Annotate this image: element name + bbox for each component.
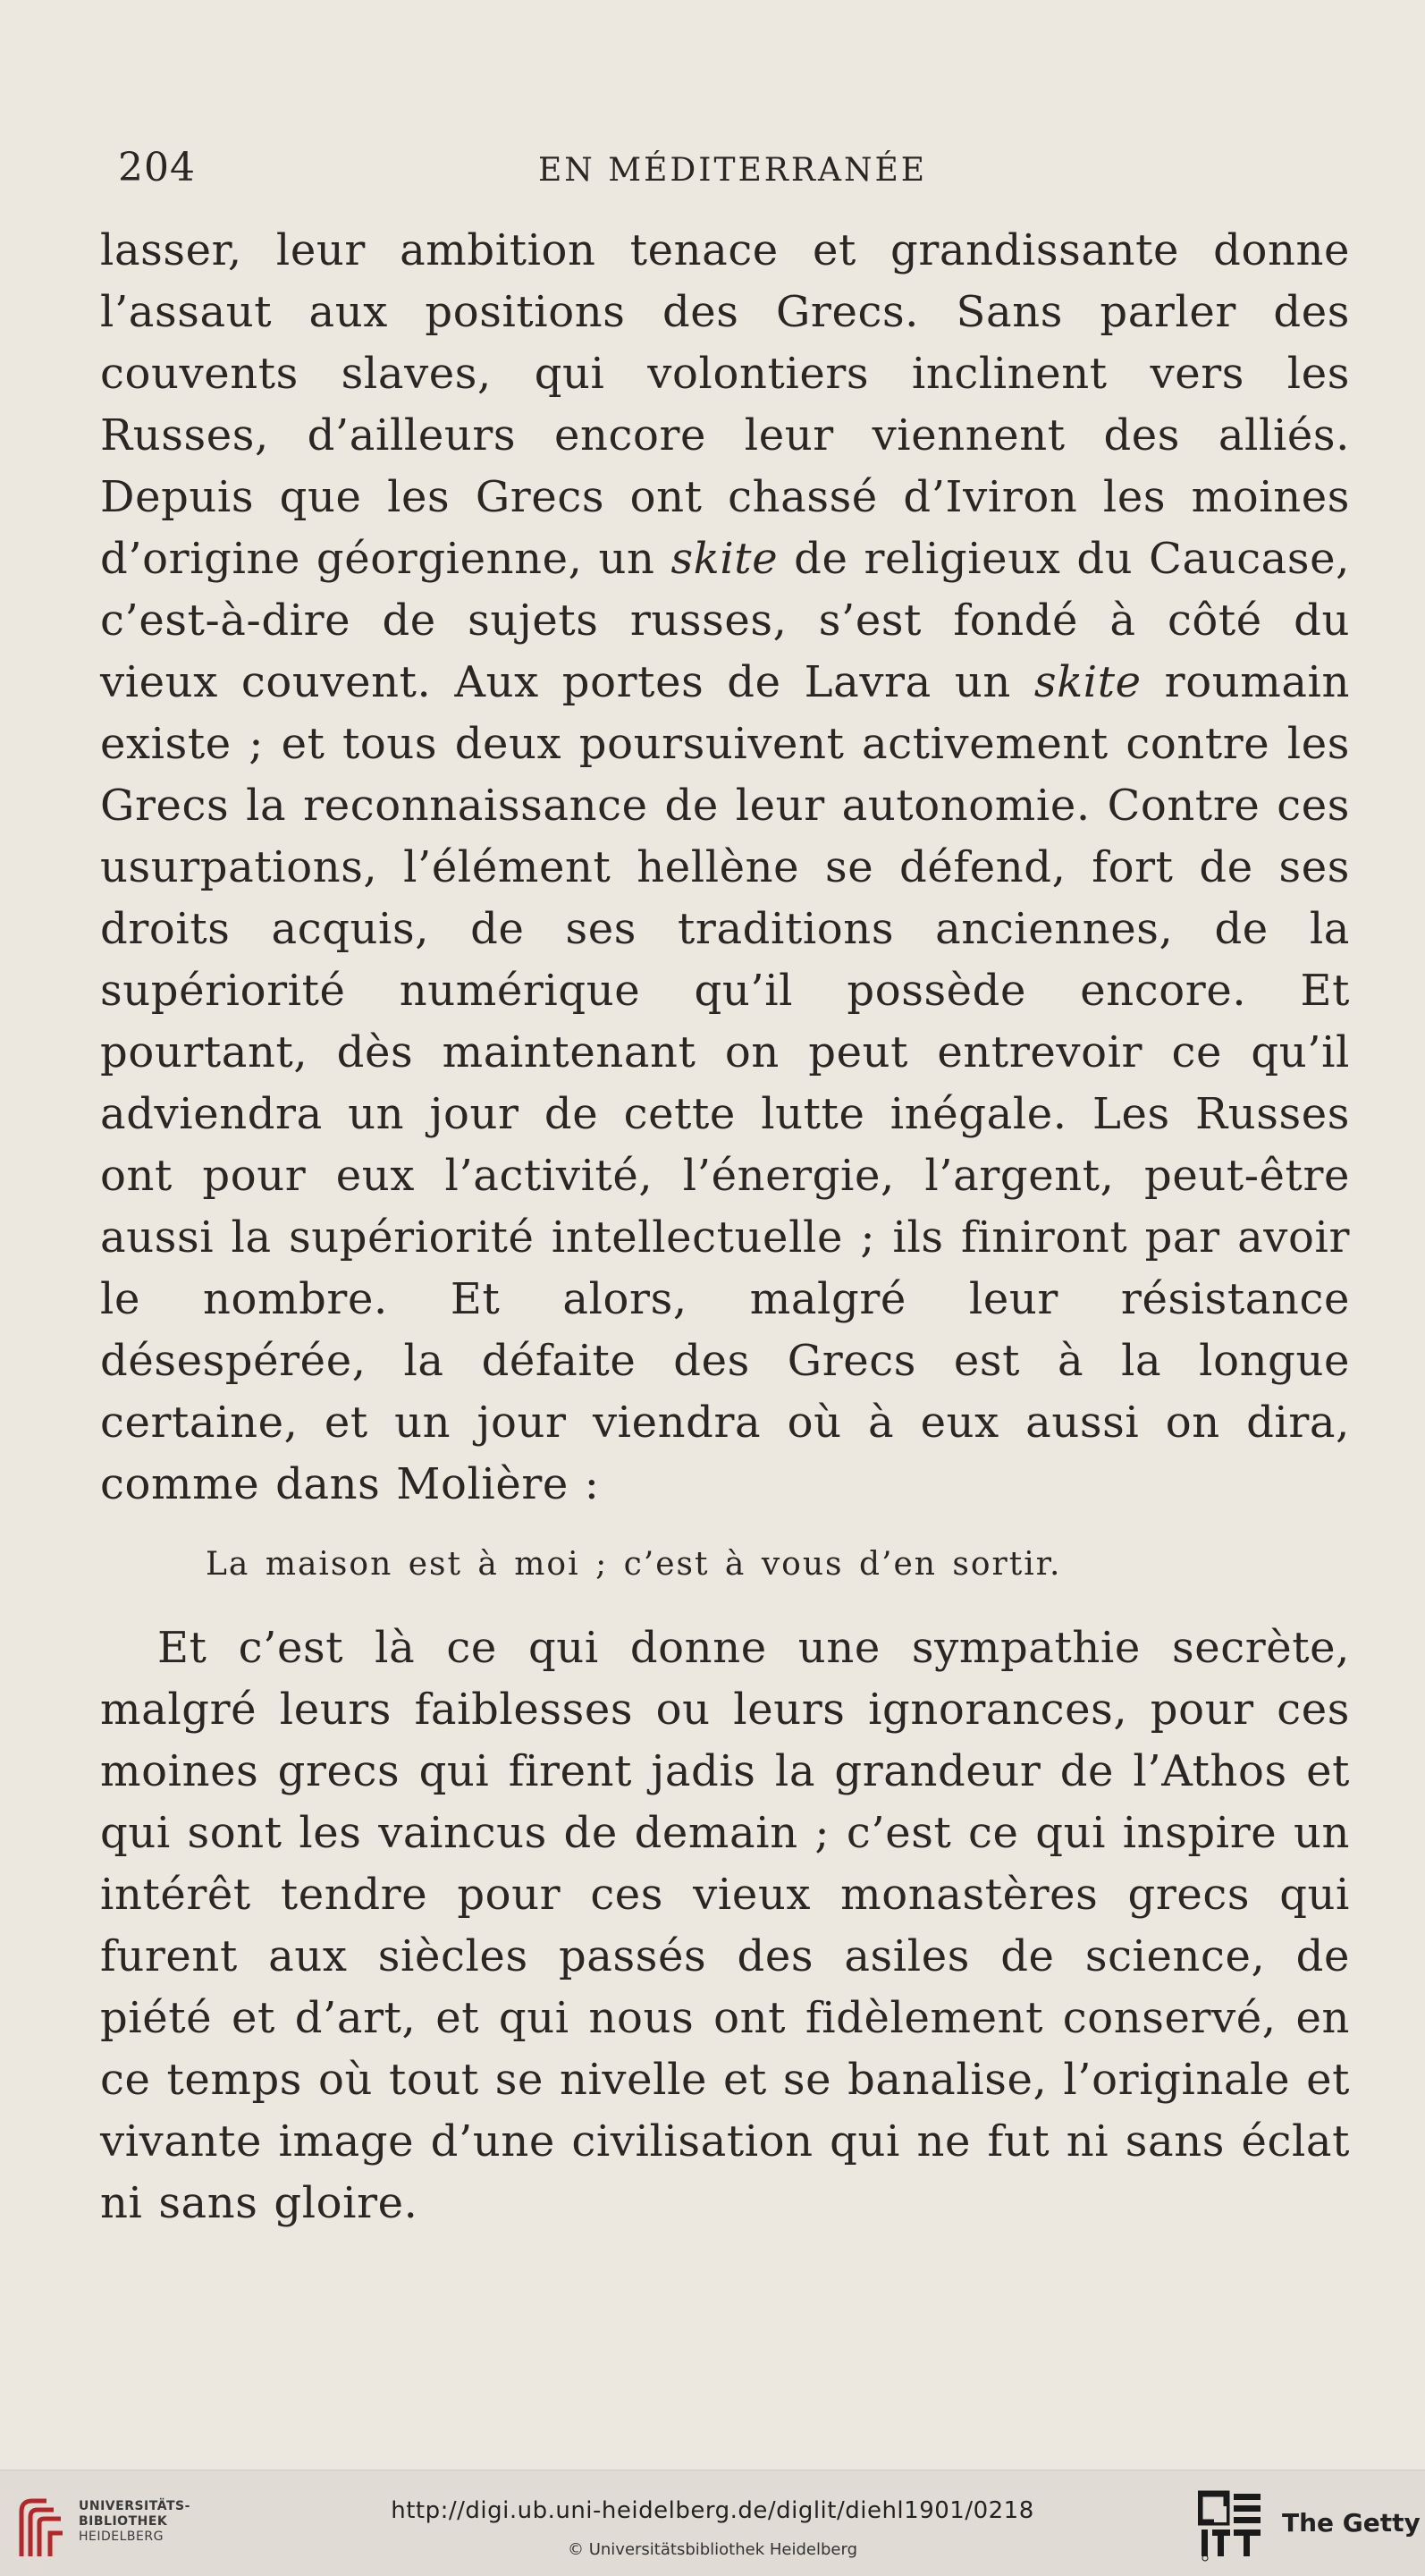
library-name-line-1: UNIVERSITÄTS-	[79, 2499, 190, 2513]
body-text	[100, 220, 1350, 2234]
italic-skite-2: skite	[1033, 657, 1142, 707]
permalink-url[interactable]: http://digi.ub.uni-heidelberg.de/diglit/diehl1901/0218	[391, 2497, 1034, 2524]
page-header	[118, 145, 1352, 198]
paragraph-1-part-1: lasser, leur ambition tenace et grandissante donne l’assaut aux positions des Grecs. Sans parler des couvents slaves, qui volontiers inclinent vers les Russes, d’ailleurs encore leur viennent des alliés. Depuis que les Grecs ont chassé d’Iviron les moines d’origine géorgienne, un	[100, 225, 1350, 584]
italic-skite-1: skite	[670, 534, 779, 584]
paragraph-1	[100, 220, 1350, 1516]
moliere-quote: La maison est à moi ; c’est à vous d’en sortir.	[206, 1546, 1062, 1583]
getty-logo-icon[interactable]	[1198, 2490, 1264, 2562]
copyright-notice: © Universitätsbibliothek Heidelberg	[567, 2540, 857, 2559]
digitization-footer	[0, 2470, 1425, 2576]
library-name-line-3: HEIDELBERG	[79, 2530, 164, 2544]
getty-name: The Getty	[1282, 2508, 1421, 2538]
paragraph-2: Et c’est là ce qui donne une sympathie secrète, malgré leurs faiblesses ou leurs ignorances, pour ces moines grecs qui firent jadis la grandeur de l’Athos et qui sont les vaincus de demain ; c’est ce qui inspire un intérêt tendre pour ces vieux monastères grecs qui furent aux siècles passés des asiles de science, de piété et d’art, et qui nous ont fidèlement conservé, en ce temps où tout se nivelle et se banalise, l’originale et vivante image d’une civilisation qui ne fut ni sans éclat ni sans gloire.	[100, 1623, 1350, 2228]
library-name-line-2: BIBLIOTHEK	[79, 2514, 168, 2529]
paragraph-1-part-2: de religieux du Caucase, c’est-à-dire de sujets russes, s’est fondé à côté du vieux couvent. Aux portes de Lavra un	[100, 534, 1350, 707]
page-number: 204	[118, 145, 196, 190]
paragraph-1-part-3: roumain existe ; et tous deux poursuivent activement contre les Grecs la reconnaissance de leur autonomie. Contre ces usurpations, l’élément hellène se défend, fort de ses droits acquis, de ses traditions anciennes, de la supériorité numérique qu’il possède encore. Et pourtant, dès maintenant on peut entrevoir ce qu’il adviendra un jour de cette lutte inégale. Les Russes ont pour eux l’activité, l’énergie, l’argent, peut-être aussi la supériorité intellectuelle ; ils finiront par avoir le nombre. Et alors, malgré leur résistance désespérée, la défaite des Grecs est à la longue certaine, et un jour viendra où à eux aussi on dira, comme dans Molière :	[100, 657, 1351, 1509]
running-title: EN MÉDITERRANÉE	[538, 152, 928, 189]
